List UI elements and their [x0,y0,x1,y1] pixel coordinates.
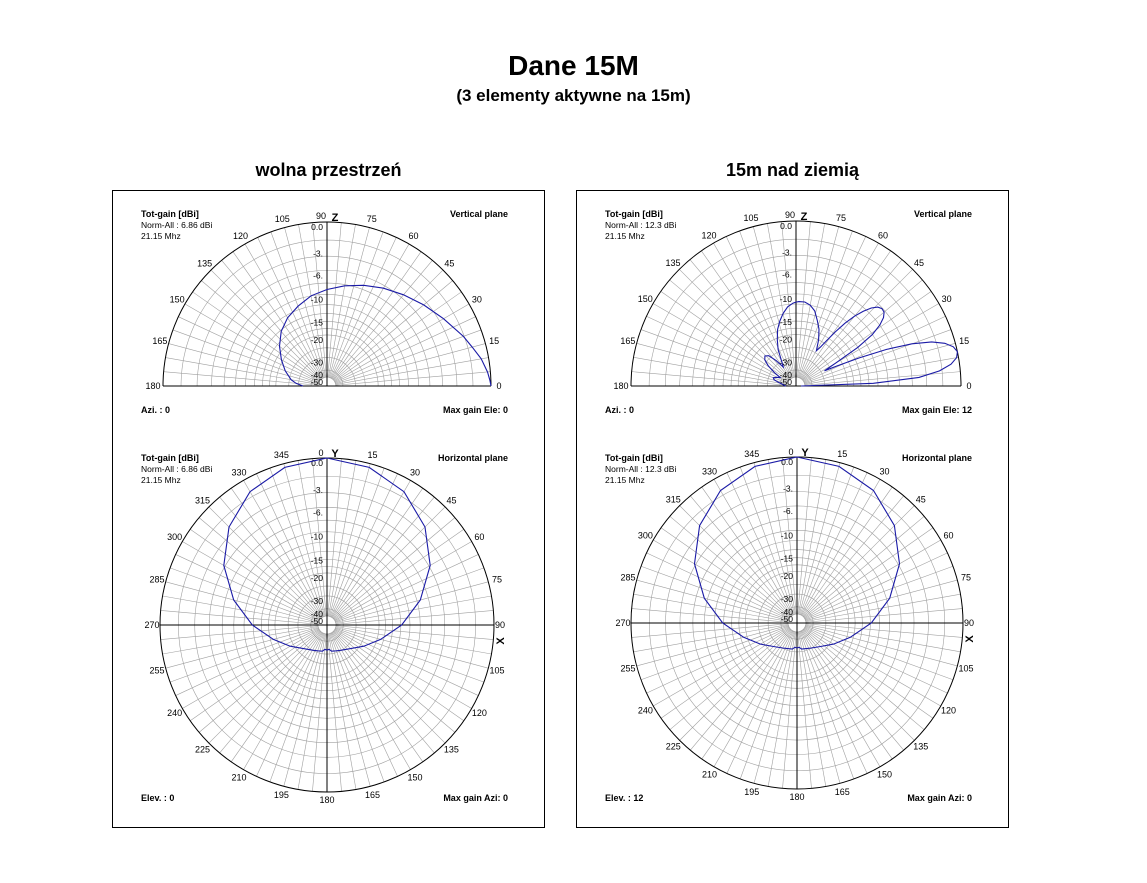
grid-spoke [335,626,491,654]
bottom-right-label: Max gain Ele: 12 [901,405,972,415]
angle-tick-label: 315 [665,494,681,505]
angle-tick-label: 225 [665,741,681,752]
grid-spoke [334,529,464,620]
grid-spoke [798,458,812,615]
plane-label: Horizontal plane [437,453,508,463]
bottom-left-label: Elev. : 12 [605,793,644,803]
grid-spoke [647,627,790,694]
angle-tick-label: 15 [837,448,848,459]
angle-tick-label: 150 [876,769,893,780]
horizontal-plane-chart-free-space [113,435,544,815]
radial-tick-label: -20 [310,334,323,345]
angle-tick-label: 0 [496,381,502,391]
radial-tick-label: -50 [310,377,323,388]
radial-tick-label: -3. [313,248,323,259]
grid-spoke [231,632,322,762]
radial-tick-label: -20 [779,334,792,345]
gain-label: Tot-gain [dBi] [141,209,199,219]
radial-tick-label: -10 [310,294,323,305]
norm-label: Norm-All : 12.3 dBi [605,464,677,474]
grid-spoke [335,372,490,386]
angle-tick-label: 90 [784,210,796,220]
radial-tick-label: -3. [313,484,323,495]
grid-spoke [335,629,479,696]
grid-spoke [800,236,866,378]
radial-tick-label: -15 [310,555,323,566]
angle-tick-label: 60 [943,530,954,541]
grid-spoke [783,632,797,789]
radial-tick-label: -30 [310,595,323,606]
radial-tick-label: 0.0 [311,222,323,232]
grid-spoke [331,474,398,618]
grid-spoke [256,633,323,777]
angle-tick-label: 15 [367,449,378,460]
frequency-label: 21.15 Mhz [141,231,181,241]
angle-tick-label: 105 [743,212,759,223]
gain-label: Tot-gain [dBi] [141,453,199,463]
angle-tick-label: 30 [879,466,890,477]
bottom-right-label: Max gain Azi: 0 [443,793,508,803]
grid-spoke [231,488,322,618]
grid-spoke [798,460,825,615]
angle-tick-label: 15 [489,336,500,347]
grid-spoke [328,461,356,617]
angle-tick-label: 75 [836,212,847,223]
angle-tick-label: 240 [167,708,183,718]
norm-label: Norm-All : 6.86 dBi [141,220,213,230]
bottom-right-label: Max gain Azi: 0 [907,793,972,803]
angle-tick-label: 135 [197,258,213,269]
axis-letter-y: Y [331,448,339,460]
vertical-plane-chart-above-ground [577,191,1008,415]
radial-tick-label: -40 [310,370,323,381]
angle-tick-label: 30 [471,294,482,305]
angle-tick-label: 165 [834,787,850,798]
grid-spoke [801,473,868,616]
bottom-left-label: Azi. : 0 [141,405,171,415]
angle-tick-label: 150 [169,294,185,305]
angle-tick-label: 300 [637,530,653,541]
radial-tick-label: -30 [310,357,323,368]
radial-tick-label: -10 [780,530,793,541]
radial-tick-label: -15 [779,317,792,328]
column-title-above-ground: 15m nad ziemią [725,160,860,180]
angle-tick-label: 330 [231,467,247,478]
radial-tick-label: -6. [313,507,323,518]
angle-tick-label: 120 [471,708,487,718]
plane-label: Vertical plane [449,209,508,219]
axis-letter-x: X [964,635,976,643]
radial-tick-label: -30 [779,357,792,368]
axis-letter-y: Y [801,447,809,459]
grid-spoke [798,631,825,786]
angle-tick-label: 195 [744,787,760,798]
angle-tick-label: 75 [491,574,503,585]
angle-tick-label: 105 [274,213,290,224]
angle-tick-label: 285 [620,572,636,583]
plane-label: Horizontal plane [901,453,972,463]
grid-spoke [328,633,356,789]
angle-tick-label: 90 [315,211,327,221]
bottom-left-label: Elev. : 0 [141,793,175,803]
angle-tick-label: 60 [474,532,485,542]
grid-spoke [806,624,963,638]
norm-label: Norm-All : 12.3 dBi [605,220,677,230]
angle-tick-label: 15 [959,335,970,346]
grid-spoke [768,631,795,786]
grid-spoke [334,630,464,721]
bottom-right-label: Max gain Ele: 0 [442,405,508,415]
frequency-label: 21.15 Mhz [605,231,645,241]
grid-spoke [804,357,958,384]
angle-tick-label: 0 [966,381,972,391]
grid-spoke [190,529,320,620]
angle-tick-label: 135 [443,744,459,755]
angle-tick-label: 180 [789,792,805,802]
angle-tick-label: 0 [788,447,794,457]
grid-spoke [190,630,320,721]
angle-tick-label: 180 [319,795,335,805]
radial-tick-label: -15 [310,317,323,328]
angle-tick-label: 60 [408,231,419,242]
axis-letter-x: X [495,637,507,645]
radial-tick-label: 0.0 [781,457,793,467]
angle-tick-label: 225 [195,744,211,755]
angle-tick-label: 210 [701,769,718,780]
grid-spoke [312,634,326,792]
plane-label: Vertical plane [913,209,972,219]
grid-spoke [161,610,319,624]
angle-tick-label: 270 [144,620,160,630]
grid-spoke [805,627,948,694]
main-subtitle: (3 elementy aktywne na 15m) [456,86,691,105]
angle-tick-label: 300 [167,532,183,542]
radial-tick-label: -10 [310,531,323,542]
radial-tick-label: -50 [779,377,792,388]
grid-spoke [176,554,320,621]
radial-tick-label: -10 [779,293,792,304]
frequency-label: 21.15 Mhz [141,475,181,485]
radial-tick-label: -50 [310,615,323,626]
grid-spoke [804,372,960,386]
panel-free-space [112,190,545,828]
angle-tick-label: 105 [958,663,974,674]
grid-spoke [802,487,892,616]
angle-tick-label: 345 [744,448,760,459]
angle-tick-label: 60 [877,230,889,241]
grid-spoke [632,372,788,386]
angle-tick-label: 150 [407,772,423,783]
grid-spoke [332,488,423,618]
grid-spoke [331,237,397,378]
grid-spoke [804,528,933,618]
grid-spoke [661,628,790,718]
radial-tick-label: -6. [783,505,793,516]
radial-tick-label: -3. [782,247,792,258]
grid-spoke [161,626,319,640]
radial-tick-label: -40 [310,608,323,619]
grid-spoke [165,358,318,385]
gain-label: Tot-gain [dBi] [605,453,663,463]
column-title-free-space: wolna przestrzeń [255,160,402,180]
grid-spoke [798,632,812,789]
grid-spoke [801,631,868,774]
grid-spoke [804,316,946,382]
gain-label: Tot-gain [dBi] [605,209,663,219]
bottom-left-label: Azi. : 0 [605,405,635,415]
angle-tick-label: 45 [444,258,455,269]
grid-spoke [805,624,960,651]
angle-tick-label: 75 [961,572,972,583]
angle-tick-label: 90 [494,620,506,630]
angle-tick-label: 0 [318,448,324,458]
radial-tick-label: -6. [313,270,323,281]
grid-spoke [804,628,933,718]
angle-tick-label: 255 [620,663,636,674]
grid-spoke [802,630,892,759]
radial-tick-label: -3. [783,483,793,494]
radial-tick-label: -20 [310,572,323,583]
angle-tick-label: 75 [366,213,377,224]
axis-letter-z: Z [800,211,808,223]
grid-spoke [702,630,792,759]
norm-label: Norm-All : 6.86 dBi [141,464,213,474]
angle-tick-label: 240 [637,705,653,716]
angle-tick-label: 270 [615,618,631,628]
grid-spoke [634,357,788,384]
grid-spoke [336,610,494,624]
angle-tick-label: 120 [941,705,957,716]
radial-tick-label: -40 [779,369,792,380]
angle-tick-label: 45 [446,495,457,506]
angle-tick-label: 255 [149,665,165,676]
radial-tick-label: -50 [780,613,793,624]
grid-spoke [328,223,342,378]
angle-tick-label: 210 [231,772,247,783]
grid-spoke [805,553,948,620]
grid-spoke [661,528,790,618]
angle-tick-label: 165 [152,336,168,347]
angle-tick-label: 150 [637,294,653,304]
grid-spoke [163,626,319,654]
angle-tick-label: 135 [913,741,929,752]
grid-spoke [176,629,320,696]
panel-above-ground [576,190,1009,828]
grid-spoke [727,631,794,774]
angle-tick-label: 165 [365,790,381,801]
grid-spoke [328,459,342,617]
angle-tick-label: 315 [195,495,211,506]
angle-tick-label: 105 [489,665,505,676]
grid-spoke [178,317,319,383]
radial-tick-label: -20 [780,571,793,582]
angle-tick-label: 285 [149,574,165,585]
angle-tick-label: 120 [701,230,717,241]
radial-tick-label: -30 [780,594,793,605]
grid-spoke [335,358,488,385]
angle-tick-label: 330 [701,466,718,477]
grid-spoke [335,554,479,621]
grid-spoke [646,316,788,382]
horizontal-plane-chart-above-ground [577,435,1008,815]
grid-spoke [806,609,963,623]
angle-tick-label: 195 [273,790,289,801]
radial-tick-label: 0.0 [311,458,323,468]
main-title: Dane 15M [508,50,639,81]
angle-tick-label: 30 [409,467,421,478]
axis-letter-z: Z [331,212,339,224]
angle-tick-label: 180 [613,381,629,391]
grid-spoke [634,624,789,651]
angle-tick-label: 345 [273,449,289,460]
angle-tick-label: 180 [145,381,161,391]
radial-tick-label: -40 [780,606,793,617]
grid-spoke [336,626,494,640]
angle-tick-label: 165 [620,335,636,346]
grid-spoke [331,633,398,777]
vertical-plane-chart-free-space [113,191,544,415]
radial-tick-label: 0.0 [780,221,792,231]
radial-tick-label: -15 [780,553,793,564]
angle-tick-label: 135 [665,257,681,268]
grid-spoke [328,224,355,377]
grid-spoke [797,224,824,378]
grid-spoke [332,632,423,762]
angle-tick-label: 90 [963,618,975,628]
grid-spoke [632,624,789,638]
angle-tick-label: 45 [914,257,925,268]
radial-tick-label: -6. [782,269,792,280]
grid-spoke [335,317,476,383]
angle-tick-label: 30 [941,294,952,304]
grid-spoke [328,634,342,792]
grid-spoke [298,633,326,789]
grid-spoke [632,609,789,623]
angle-tick-label: 45 [915,494,926,505]
grid-spoke [702,487,792,616]
grid-spoke [797,222,811,378]
angle-tick-label: 120 [232,231,249,242]
grid-spoke [647,553,790,620]
frequency-label: 21.15 Mhz [605,475,645,485]
